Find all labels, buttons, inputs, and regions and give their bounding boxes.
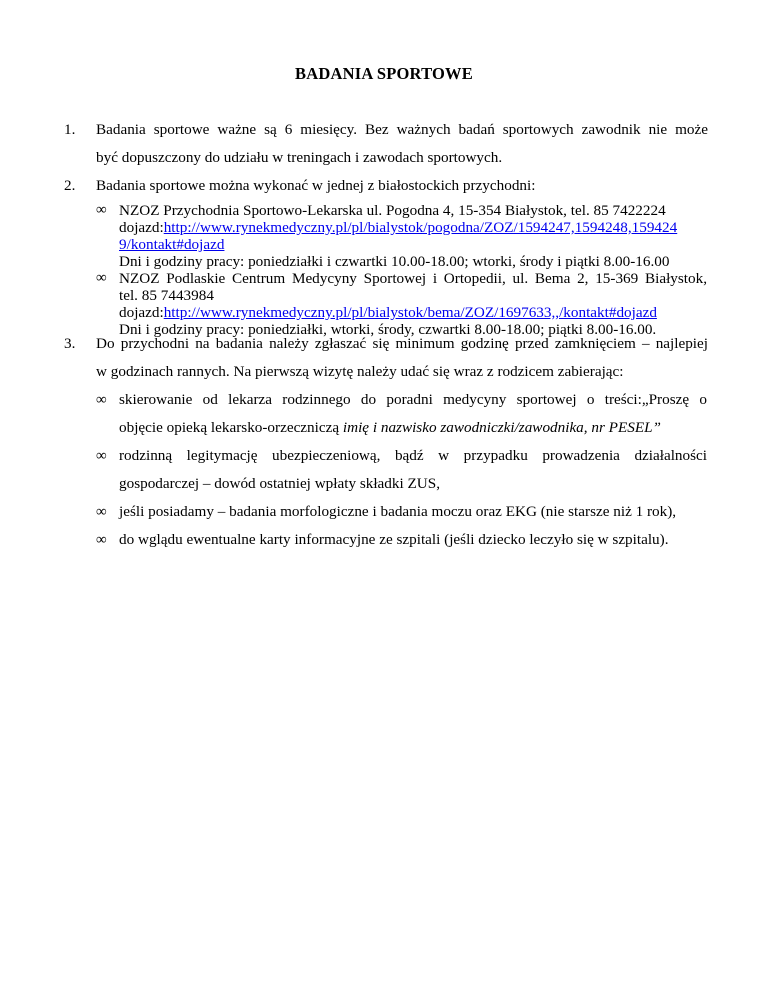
directions-link[interactable]: http://www.rynekmedyczny.pl/pl/bialystok/bema/ZOZ/1697633,,/kontakt#dojazd xyxy=(163,304,657,321)
requirement-text: rodzinną legitymację ubezpieczeniową, bądź w przypadku prowadzenia działalności xyxy=(119,447,707,464)
requirement-text: jeśli posiadamy – badania morfologiczne i badania moczu oraz EKG (nie starsze niż 1 rok), xyxy=(119,503,677,520)
bullet-icon: ∞ xyxy=(96,392,107,408)
item-number: 1. xyxy=(64,121,76,138)
directions-link[interactable]: 9/kontakt#dojazd xyxy=(119,236,225,253)
directions-label: dojazd: xyxy=(119,219,164,236)
item-text xyxy=(96,116,708,172)
requirement-text: skierowanie od lekarza rodzinnego do poradni medycyny sportowej o treści:„Proszę o xyxy=(119,391,707,408)
clinic-name: NZOZ Podlaskie Centrum Medycyny Sportowej i Ortopedii, ul. Bema 2, 15-369 Białystok, xyxy=(119,270,707,287)
clinic-hours: Dni i godziny pracy: poniedziałki, wtorki, środy, czwartki 8.00-18.00; piątki 8.00-16.00. xyxy=(119,321,657,338)
clinic-directions xyxy=(119,219,707,236)
item-text xyxy=(96,330,708,386)
requirement-text-italic: imię i nazwisko zawodniczki/zawodnika, nr PESEL” xyxy=(342,419,661,436)
item-text-line: Do przychodni na badania należy zgłaszać się minimum godzinę przed zamknięciem – najlepiej xyxy=(96,335,708,352)
requirement-text-plain: objęcie opieką lekarsko-orzeczniczą xyxy=(119,419,343,436)
bullet-icon: ∞ xyxy=(96,448,107,464)
clinic-phone: tel. 85 7443984 xyxy=(119,287,214,304)
bullet-icon: ∞ xyxy=(96,532,107,548)
bullet-icon: ∞ xyxy=(96,202,107,218)
bullet-icon: ∞ xyxy=(96,270,107,286)
item-text-line: być dopuszczony do udziału w treningach i zawodach sportowych. xyxy=(96,149,503,166)
item-text: Badania sportowe można wykonać w jednej z białostockich przychodni: xyxy=(96,177,536,194)
item-number: 2. xyxy=(64,177,76,194)
directions-label: dojazd: xyxy=(119,304,164,321)
requirement-text: gospodarczej – dowód ostatniej wpłaty składki ZUS, xyxy=(119,475,440,492)
item-text-line: Badania sportowe ważne są 6 miesięcy. Bez ważnych badań sportowych zawodnik nie może xyxy=(96,121,708,138)
requirement-text: do wglądu ewentualne karty informacyjne ze szpitali (jeśli dziecko leczyło się w szpitalu). xyxy=(119,531,669,548)
document-title: BADANIA SPORTOWE xyxy=(295,64,473,83)
item-text-line: w godzinach rannych. Na pierwszą wizytę należy udać się wraz z rodzicem zabierając: xyxy=(96,363,624,380)
bullet-icon: ∞ xyxy=(96,504,107,520)
requirement-text xyxy=(119,414,707,442)
item-number: 3. xyxy=(64,335,76,352)
clinic-hours: Dni i godziny pracy: poniedziałki i czwartki 10.00-18.00; wtorki, środy i piątki 8.00-16.00 xyxy=(119,253,670,270)
clinic-directions xyxy=(119,304,707,321)
directions-link[interactable]: http://www.rynekmedyczny.pl/pl/bialystok/pogodna/ZOZ/1594247,1594248,159424 xyxy=(163,219,678,236)
clinic-name: NZOZ Przychodnia Sportowo-Lekarska ul. Pogodna 4, 15-354 Białystok, tel. 85 7422224 xyxy=(119,202,666,219)
